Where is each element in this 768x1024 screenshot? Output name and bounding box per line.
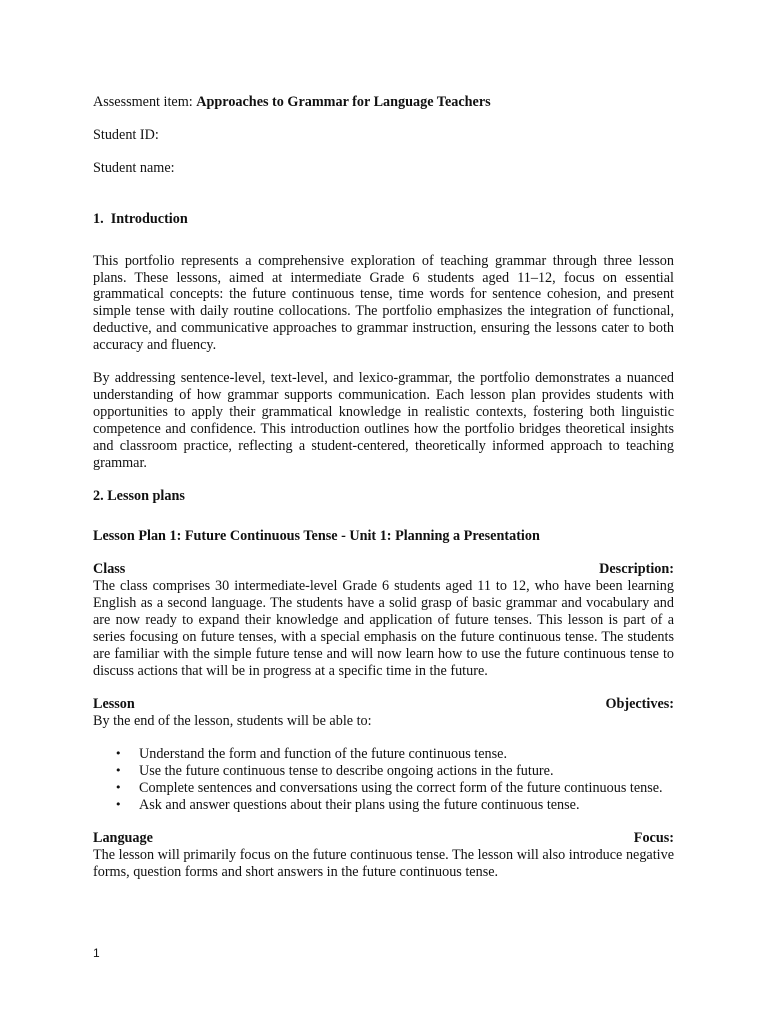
introduction-paragraph-2: By addressing sentence-level, text-level, and lexico-grammar, the portfolio demonstrates a nuanced understanding of how grammar supports communication. Each lesson plan provides students with opportunities to apply their grammatical knowledge in realistic contexts, fostering both linguistic competence and confidence. This introduction outlines how the portfolio bridges theoretical insights and classroom practice, reflecting a student-centered, theoretically informed approach to teaching grammar.	[93, 370, 674, 471]
language-focus-heading	[93, 830, 674, 847]
bullet-icon: •	[115, 781, 122, 795]
assessment-item-title: Approaches to Grammar for Language Teachers	[196, 94, 491, 110]
language-focus-label-left: Language	[93, 830, 153, 847]
list-item-text: Complete sentences and conversations using the correct form of the future continuous tense.	[139, 780, 663, 797]
spacer	[93, 177, 674, 211]
bullet-icon: •	[115, 764, 122, 778]
list-item-text: Understand the form and function of the future continuous tense.	[139, 746, 507, 763]
lesson-objectives-intro: By the end of the lesson, students will be able to:	[93, 712, 372, 729]
introduction-heading-text: Introduction	[110, 210, 188, 227]
list-item-text: Ask and answer questions about their plans using the future continuous tense.	[139, 797, 580, 814]
list-item	[93, 746, 674, 763]
bullet-icon: •	[115, 747, 122, 761]
page-number: 1	[93, 946, 100, 960]
class-description-heading	[93, 561, 674, 578]
class-description-label-right: Description:	[599, 561, 674, 578]
introduction-paragraph-1: This portfolio represents a comprehensive exploration of teaching grammar through three lesson plans. These lessons, aimed at intermediate Grade 6 students aged 11–12, focus on essential grammatical concepts: the future continuous tense, time words for sentence cohesion, and present simple tense with daily routine collocations. The portfolio emphasizes the integration of functional, deductive, and communicative approaches to grammar instruction, ensuring the lessons cater to both accuracy and fluency.	[93, 252, 674, 354]
list-item	[93, 780, 674, 797]
lesson-objectives-label-left: Lesson	[93, 695, 135, 712]
student-id-label: Student ID:	[93, 126, 159, 143]
list-item	[93, 763, 674, 780]
list-item	[93, 797, 674, 814]
lesson-objectives-heading	[93, 696, 674, 713]
language-focus-text: The lesson will primarily focus on the future continuous tense. The lesson will also introduce negative forms, question forms and short answers in the future continuous tense.	[93, 847, 674, 880]
lesson-plans-heading: 2. Lesson plans	[93, 487, 185, 504]
bullet-icon: •	[115, 798, 122, 812]
introduction-heading	[93, 211, 674, 228]
language-focus-label-right: Focus:	[633, 830, 674, 847]
introduction-heading-number: 1.	[93, 210, 104, 227]
list-item-text: Use the future continuous tense to describe ongoing actions in the future.	[139, 763, 554, 780]
document-body	[93, 94, 674, 881]
student-name-label: Student name:	[93, 159, 175, 176]
lesson-plan-1-title: Lesson Plan 1: Future Continuous Tense - Unit 1: Planning a Presentation	[93, 528, 540, 545]
class-description-text: The class comprises 30 intermediate-level Grade 6 students aged 11 to 12, who have been learning English as a second language. The students have a solid grasp of basic grammar and vocabulary and are now ready to expand their knowledge and application of future tenses. This lesson is part of a series focusing on future tenses, with a special emphasis on the future continuous tense. The students are familiar with the simple future tense and will now learn how to use the future continuous tense to discuss actions that will be in progress at a specific time in the future.	[93, 578, 674, 679]
class-description-label-left: Class	[93, 561, 126, 578]
assessment-item-line	[93, 94, 674, 111]
lesson-objectives-label-right: Objectives:	[605, 695, 674, 712]
lesson-objectives-list	[93, 746, 674, 814]
assessment-item-label: Assessment item:	[93, 94, 197, 110]
